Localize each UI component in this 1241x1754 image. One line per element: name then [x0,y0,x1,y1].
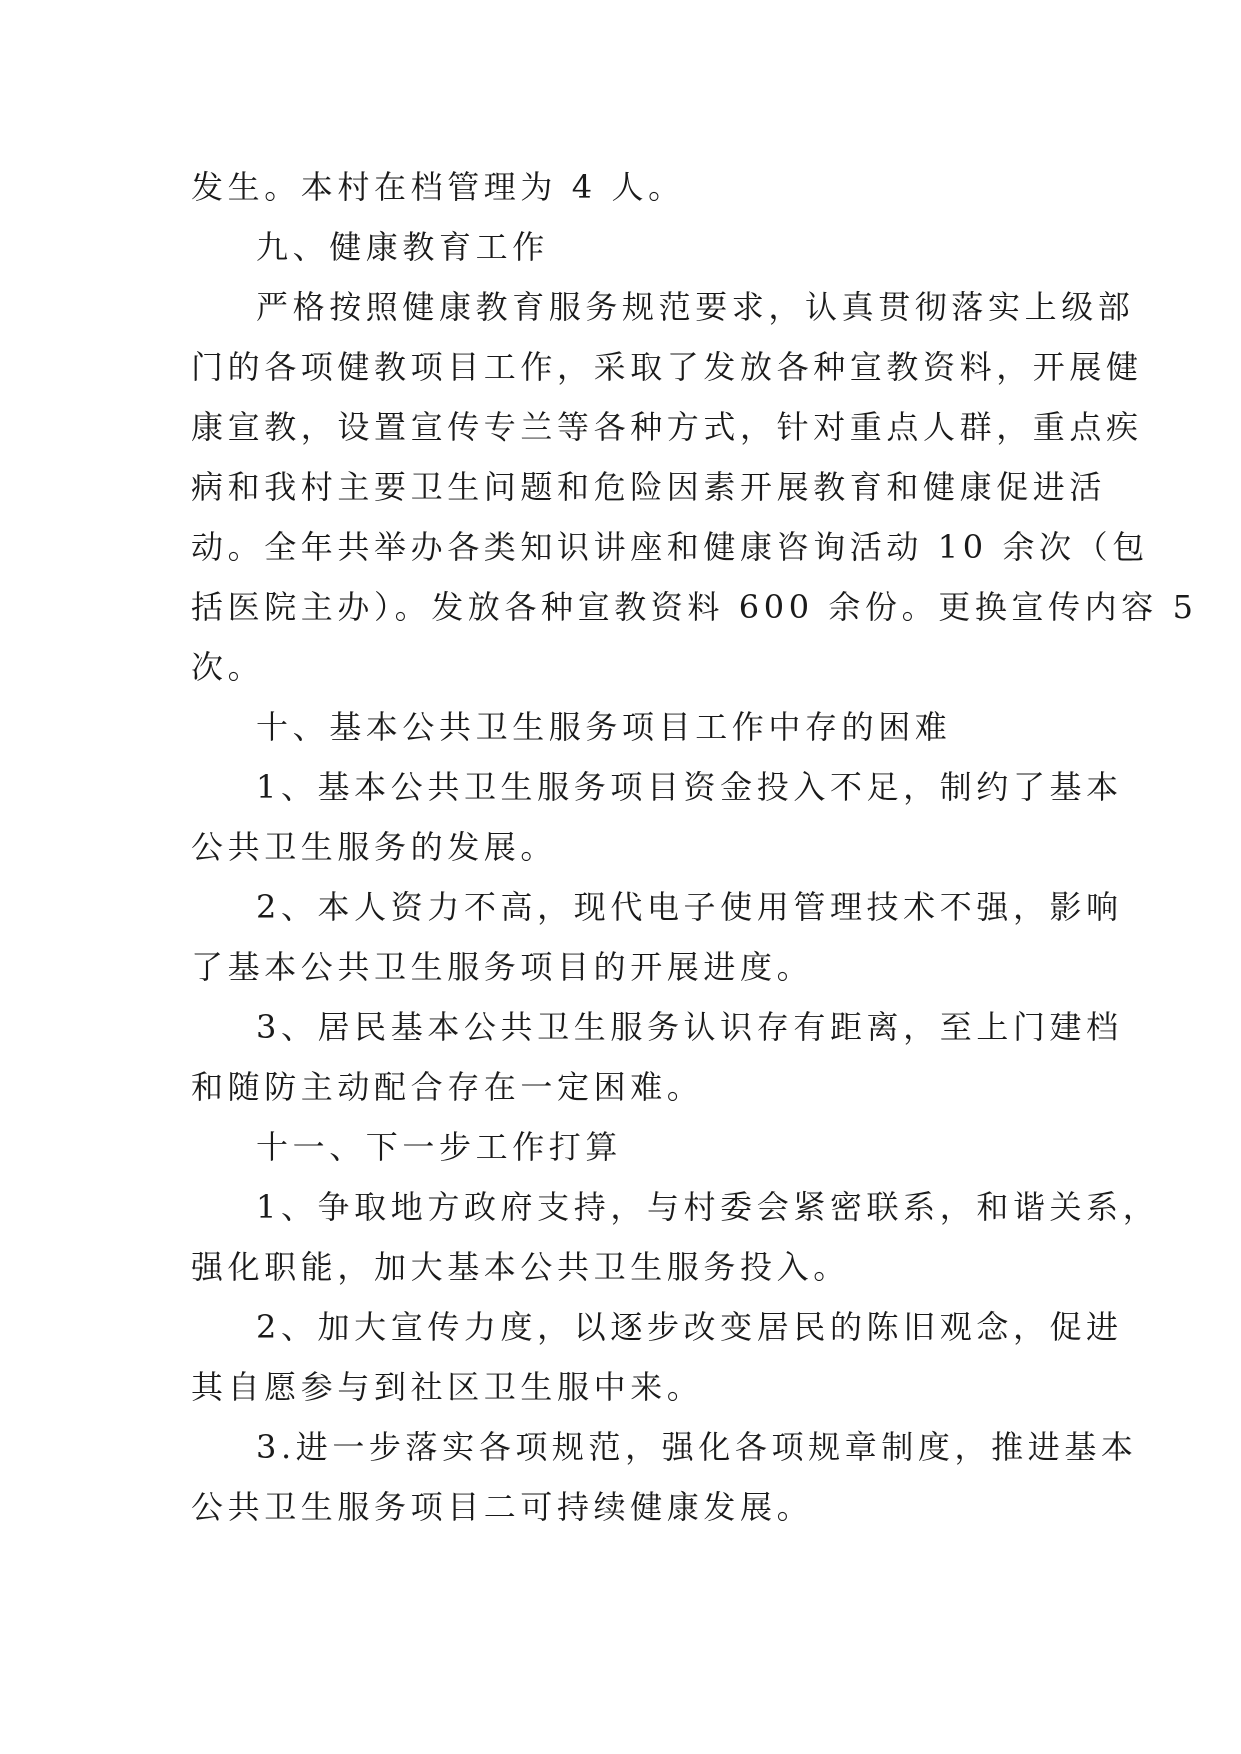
text-line: 和随防主动配合存在一定困难。 [191,1068,704,1106]
text-line: 门的各项健教项目工作，采取了发放各种宣教资料，开展健 [191,348,1143,386]
text-line: 1、基本公共卫生服务项目资金投入不足，制约了基本 [256,768,1123,806]
section-heading: 十一、下一步工作打算 [256,1128,623,1166]
section-heading: 十、基本公共卫生服务项目工作中存的困难 [256,708,952,746]
text-line: 强化职能，加大基本公共卫生服务投入。 [191,1248,850,1286]
text-line: 了基本公共卫生服务项目的开展进度。 [191,948,814,986]
text-line: 次。 [191,648,265,686]
text-line: 1、争取地方政府支持，与村委会紧密联系，和谐关系， [256,1188,1160,1226]
text-line: 康宣教，设置宣传专兰等各种方式，针对重点人群，重点疾 [191,408,1143,446]
text-line: 3、居民基本公共卫生服务认识存有距离，至上门建档 [256,1008,1123,1046]
text-line: 严格按照健康教育服务规范要求，认真贯彻落实上级部 [256,288,1135,326]
text-line: 公共卫生服务的发展。 [191,828,558,866]
text-line: 其自愿参与到社区卫生服中来。 [191,1368,704,1406]
text-line: 3.进一步落实各项规范，强化各项规章制度，推进基本 [256,1428,1138,1466]
text-line: 公共卫生服务项目二可持续健康发展。 [191,1488,814,1526]
text-line: 动。全年共举办各类知识讲座和健康咨询活动 10 余次（包 [191,528,1149,566]
section-heading: 九、健康教育工作 [256,228,549,266]
text-line: 2、本人资力不高，现代电子使用管理技术不强，影响 [256,888,1123,926]
text-line: 2、加大宣传力度，以逐步改变居民的陈旧观念，促进 [256,1308,1123,1346]
text-line: 病和我村主要卫生问题和危险因素开展教育和健康促进活 [191,468,1107,506]
text-line: 发生。本村在档管理为 4 人。 [191,168,685,206]
text-line: 括医院主办）。发放各种宣教资料 600 余份。更换宣传内容 5 [191,588,1198,626]
